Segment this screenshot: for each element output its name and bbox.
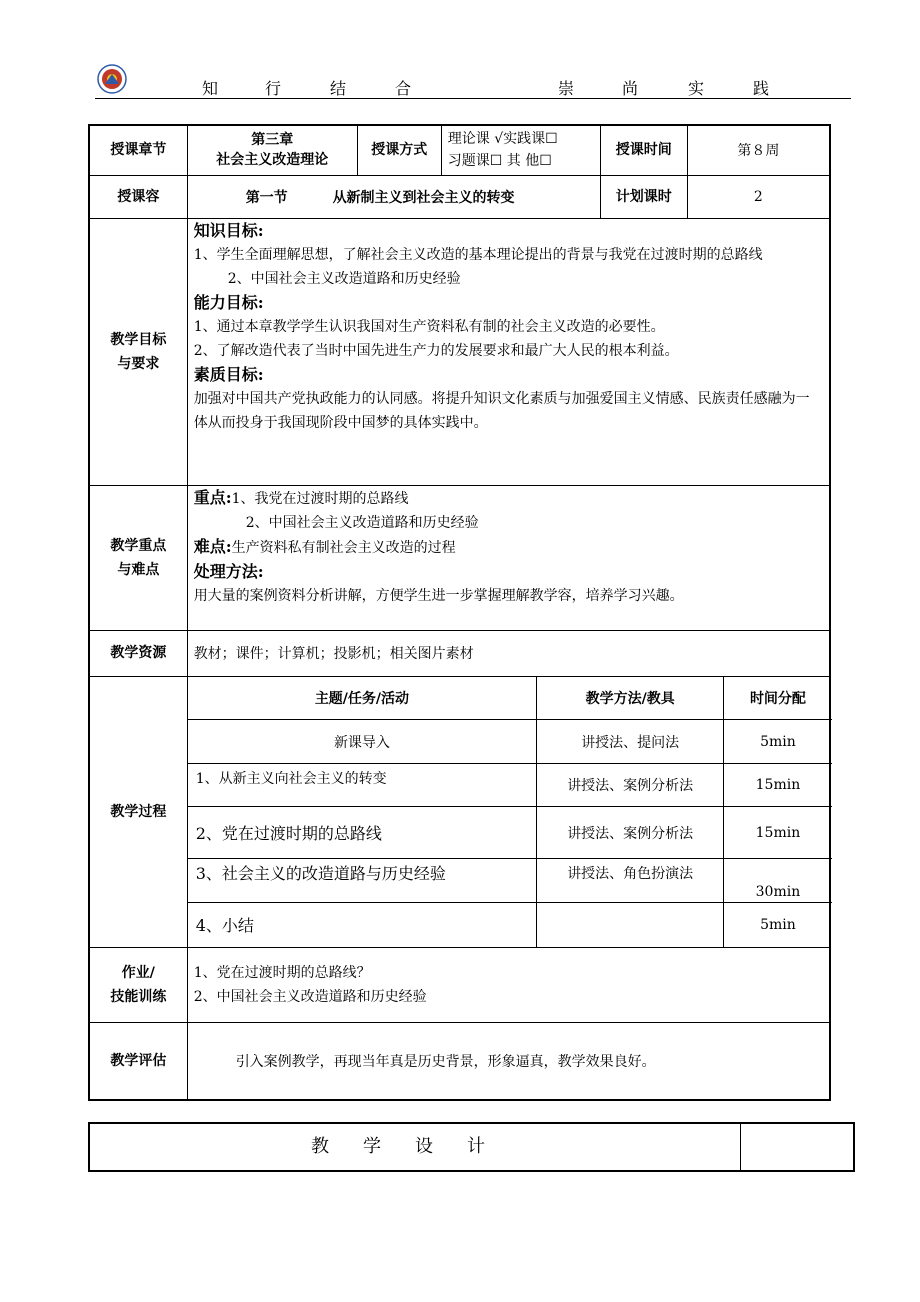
table-row bbox=[188, 903, 832, 947]
goals-cell bbox=[187, 218, 830, 485]
homework-item: 2、中国社会主义改造道路和历史经验 bbox=[193, 988, 427, 1005]
keys-cell bbox=[187, 485, 830, 630]
process-topic: 4、小结 bbox=[188, 903, 537, 947]
key-item: 1、我党在过渡时期的总路线 bbox=[231, 490, 409, 507]
knowledge-item: 1、学生全面理解思想，了解社会主义改造的基本理论提出的背景与我党在过渡时期的总路线 bbox=[193, 246, 763, 263]
process-topic: 2、党在过渡时期的总路线 bbox=[188, 807, 537, 859]
process-time: 15min bbox=[724, 807, 832, 859]
process-header-method: 教学方法/教具 bbox=[537, 677, 724, 720]
chapter-number: 第三章 bbox=[251, 132, 294, 149]
homework-item: 1、党在过渡时期的总路线？ bbox=[193, 964, 371, 981]
motto-char: 知 bbox=[202, 79, 219, 98]
motto-char: 践 bbox=[753, 79, 770, 98]
ability-title: 能力目标: bbox=[193, 292, 264, 312]
process-header-time: 时间分配 bbox=[724, 677, 832, 720]
key-title: 重点: bbox=[193, 487, 232, 507]
homework-label-line1: 作业/ bbox=[121, 964, 155, 981]
resources-value: 教材；课件；计算机；投影机；相关图片素材 bbox=[187, 630, 830, 676]
method-title: 处理方法: bbox=[193, 561, 264, 581]
time-value: 第８周 bbox=[687, 125, 830, 175]
knowledge-item: 2、中国社会主义改造道路和历史经验 bbox=[227, 270, 461, 287]
hard-item: 生产资料私有制社会主义改造的过程 bbox=[231, 539, 456, 556]
process-topic: 1、从新主义向社会主义的转变 bbox=[188, 764, 537, 807]
goals-label-line2: 与要求 bbox=[117, 355, 160, 372]
process-header-topic: 主题/任务/活动 bbox=[188, 677, 537, 720]
header-divider bbox=[95, 98, 851, 99]
mode-options-1: 理论课 √实践课☐ bbox=[447, 131, 558, 148]
evaluation-value: 引入案例教学，再现当年真是历史背景，形象逼真，教学效果良好。 bbox=[187, 1022, 830, 1100]
resources-label: 教学资源 bbox=[89, 630, 187, 676]
content-label: 授课容 bbox=[89, 175, 187, 218]
knowledge-title: 知识目标: bbox=[193, 220, 264, 240]
goals-label bbox=[89, 218, 187, 485]
table-row bbox=[188, 807, 832, 859]
ability-item: 2、了解改造代表了当时中国先进生产力的发展要求和最广大人民的根本利益。 bbox=[193, 342, 679, 359]
time-label: 授课时间 bbox=[600, 125, 687, 175]
school-logo-icon bbox=[97, 64, 127, 94]
quality-title: 素质目标: bbox=[193, 364, 264, 384]
process-time: 30min bbox=[724, 859, 832, 903]
evaluation-label: 教学评估 bbox=[89, 1022, 187, 1100]
table-row bbox=[188, 764, 832, 807]
mode-label: 授课方式 bbox=[357, 125, 441, 175]
motto-char: 合 bbox=[395, 79, 412, 98]
key-item: 2、中国社会主义改造道路和历史经验 bbox=[245, 514, 479, 531]
table-row bbox=[188, 720, 832, 764]
homework-label-line2: 技能训练 bbox=[110, 988, 167, 1005]
goals-label-line1: 教学目标 bbox=[110, 331, 167, 348]
lesson-plan-table bbox=[88, 124, 831, 1101]
motto-char: 行 bbox=[265, 79, 282, 98]
keys-label bbox=[89, 485, 187, 630]
design-title: 教学设计 bbox=[311, 1136, 519, 1157]
design-title-box bbox=[88, 1122, 855, 1172]
method-item: 用大量的案例资料分析讲解，方便学生进一步掌握理解教学容，培养学习兴趣。 bbox=[193, 587, 684, 604]
process-topic: 新课导入 bbox=[188, 720, 537, 764]
motto-char: 崇 bbox=[558, 79, 575, 98]
section-number: 第一节 bbox=[245, 189, 288, 206]
process-time: 5min bbox=[724, 720, 832, 764]
chapter-cell bbox=[187, 125, 357, 175]
process-method: 讲授法、案例分析法 bbox=[537, 807, 724, 859]
homework-label bbox=[89, 947, 187, 1022]
motto-char: 结 bbox=[330, 79, 347, 98]
homework-cell bbox=[187, 947, 830, 1022]
design-box-divider bbox=[740, 1124, 741, 1170]
quality-item: 加强对中国共产党执政能力的认同感。将提升知识文化素质与加强爱国主义情感、民族责任感融为一体从而投身于我国现阶段中国梦的具体实践中。 bbox=[193, 390, 810, 431]
motto-char: 尚 bbox=[622, 79, 639, 98]
process-cell bbox=[187, 676, 830, 947]
section-title: 从新制主义到社会主义的转变 bbox=[332, 189, 515, 206]
motto-char: 实 bbox=[688, 79, 705, 98]
ability-item: 1、通过本章教学学生认识我国对生产资料私有制的社会主义改造的必要性。 bbox=[193, 318, 665, 335]
process-time: 5min bbox=[724, 903, 832, 947]
process-time: 15min bbox=[724, 764, 832, 807]
hours-value: 2 bbox=[687, 175, 830, 218]
mode-options-2: 习题课☐ 其 他☐ bbox=[447, 153, 552, 170]
chapter-title: 社会主义改造理论 bbox=[216, 152, 329, 169]
chapter-label: 授课章节 bbox=[89, 125, 187, 175]
hours-label: 计划课时 bbox=[600, 175, 687, 218]
process-method: 讲授法、提问法 bbox=[537, 720, 724, 764]
process-table bbox=[188, 677, 832, 947]
mode-cell bbox=[441, 125, 600, 175]
hard-title: 难点: bbox=[193, 536, 232, 556]
keys-label-line1: 教学重点 bbox=[110, 537, 167, 554]
process-method bbox=[537, 903, 724, 947]
process-method: 讲授法、案例分析法 bbox=[537, 764, 724, 807]
content-cell bbox=[187, 175, 600, 218]
keys-label-line2: 与难点 bbox=[117, 561, 160, 578]
process-label: 教学过程 bbox=[89, 676, 187, 947]
process-method: 讲授法、角色扮演法 bbox=[537, 859, 724, 903]
process-topic: 3、社会主义的改造道路与历史经验 bbox=[188, 859, 537, 903]
table-row bbox=[188, 859, 832, 903]
